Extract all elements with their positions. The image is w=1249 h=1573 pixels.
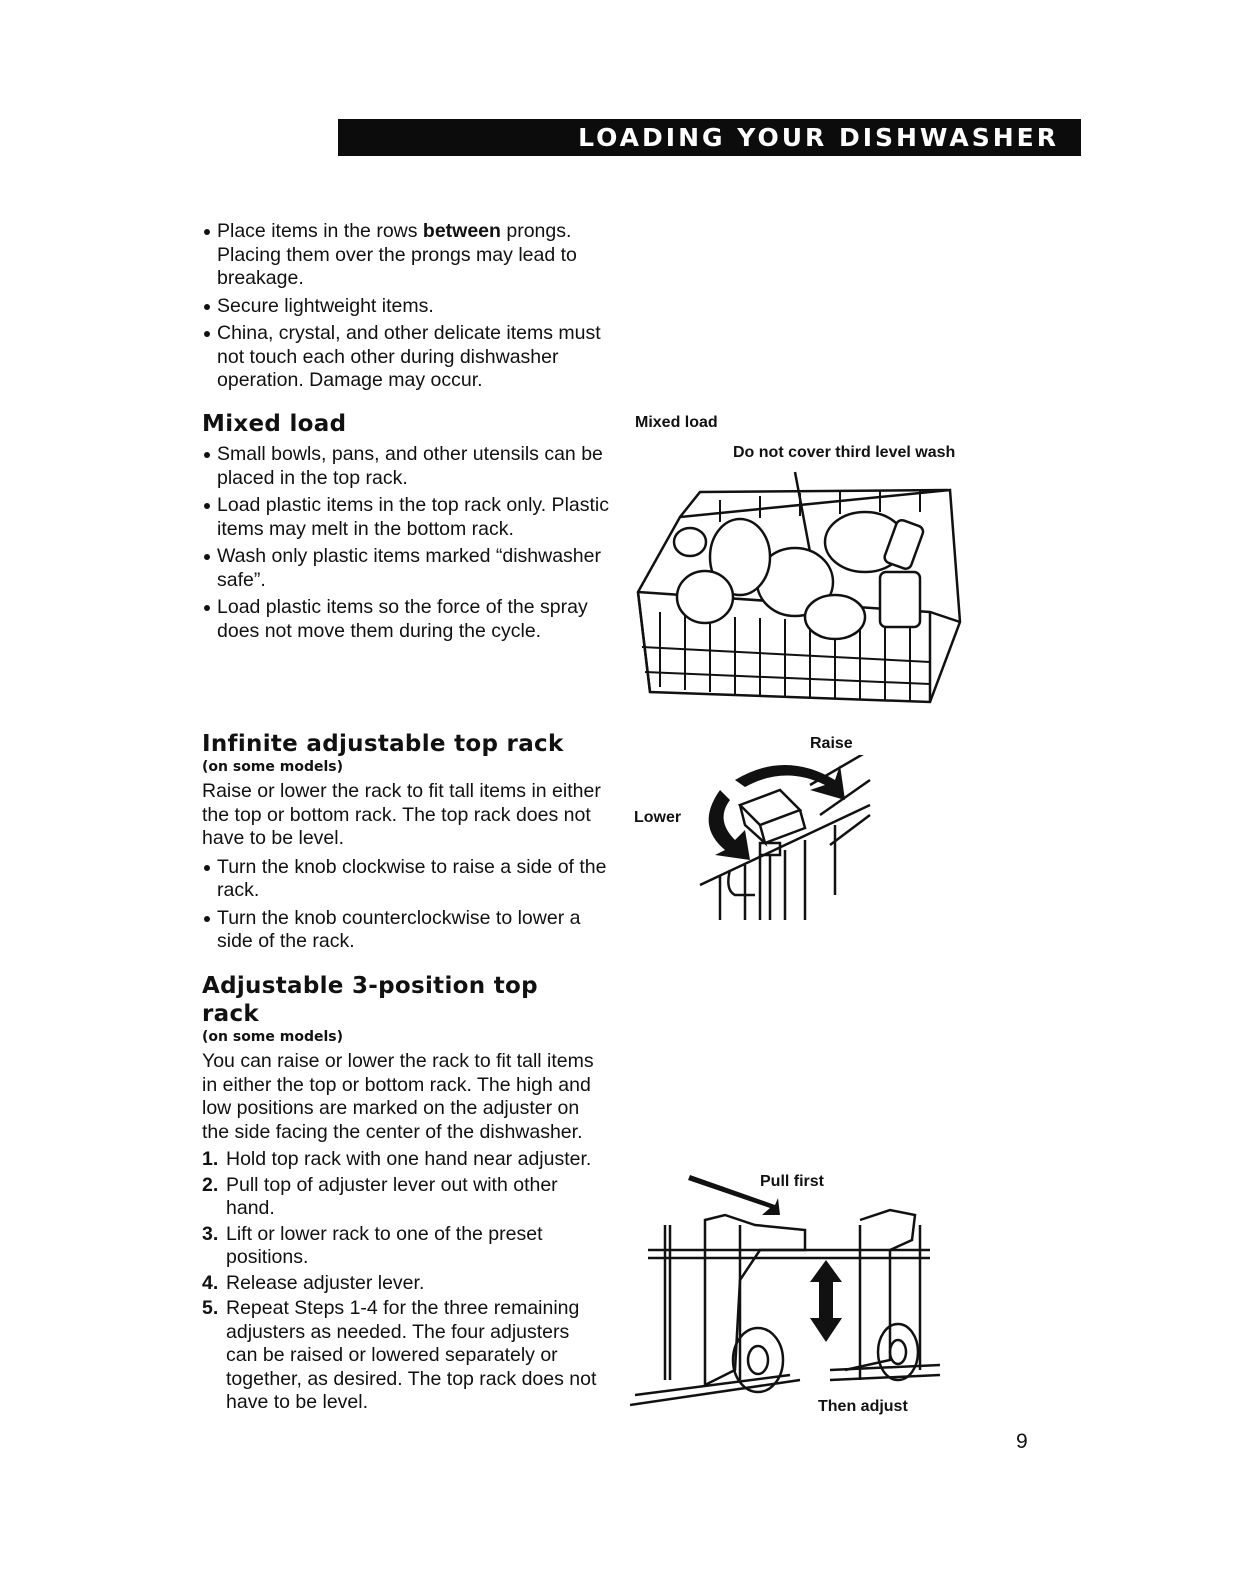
then-adjust-label: Then adjust [818, 1398, 908, 1415]
list-item: Secure lightweight items. [202, 295, 602, 319]
list-item: Turn the knob counterclockwise to lower a side of the rack. [202, 907, 612, 954]
section-subheading: (on some models) [202, 1029, 344, 1045]
raise-label: Raise [810, 735, 853, 752]
list-item: Place items in the rows between prongs. Placing them over the prongs may lead to breakage. [202, 220, 602, 291]
section-heading: Infinite adjustable top rack [202, 731, 564, 757]
section-paragraph: You can raise or lower the rack to fit tall items in either the top or bottom rack. The high and low positions are marked on the adjuster on the side facing the center of the dishwasher. [202, 1050, 594, 1143]
pull-first-label: Pull first [760, 1173, 825, 1190]
section-header-bar [338, 119, 1081, 156]
dish-rack-illustration-icon [630, 462, 970, 714]
section-heading: Adjustable 3-position top rack [202, 973, 538, 1027]
step-item: 1. Hold top rack with one hand near adjuster. [202, 1148, 592, 1170]
lower-label: Lower [634, 809, 682, 826]
section-title: LOADING YOUR DISHWASHER [578, 123, 1059, 152]
step-item: 3. Lift or lower rack to one of the preset positions. [202, 1222, 543, 1268]
rack-knob-illustration-icon [690, 755, 875, 925]
figure-callout: Do not cover third level wash [733, 444, 956, 461]
list-item: Wash only plastic items marked “dishwasher safe”. [202, 545, 612, 592]
step-item: 5. Repeat Steps 1-4 for the three remaining adjusters as needed. The four adjusters can be raised or lowered separately or together, as desired. The top rack does not have to be level. [202, 1297, 597, 1413]
section-paragraph: Raise or lower the rack to fit tall items in either the top or bottom rack. The top rack does not have to be level. [202, 780, 601, 849]
step-item: 4. Release adjuster lever. [202, 1271, 425, 1294]
page-number: 9 [1016, 1430, 1028, 1453]
figure-caption: Mixed load [635, 414, 718, 431]
list-item: Load plastic items in the top rack only. Plastic items may melt in the bottom rack. [202, 494, 612, 541]
list-item: Turn the knob clockwise to raise a side of the rack. [202, 856, 612, 903]
step-item: 2. Pull top of adjuster lever out with other hand. [202, 1173, 558, 1219]
three-position-rack-section [202, 972, 602, 1417]
intro-section [202, 220, 602, 397]
list-item: Small bowls, pans, and other utensils can be placed in the top rack. [202, 443, 612, 490]
section-subheading: (on some models) [202, 759, 344, 775]
list-item: China, crystal, and other delicate items must not touch each other during dishwasher operation. Damage may occur. [202, 322, 602, 393]
list-item: Load plastic items so the force of the spray does not move them during the cycle. [202, 596, 612, 643]
rack-adjuster-illustration-icon [630, 1170, 940, 1420]
section-heading: Mixed load [202, 411, 347, 437]
mixed-load-section [202, 410, 612, 647]
infinite-rack-section [202, 730, 612, 958]
